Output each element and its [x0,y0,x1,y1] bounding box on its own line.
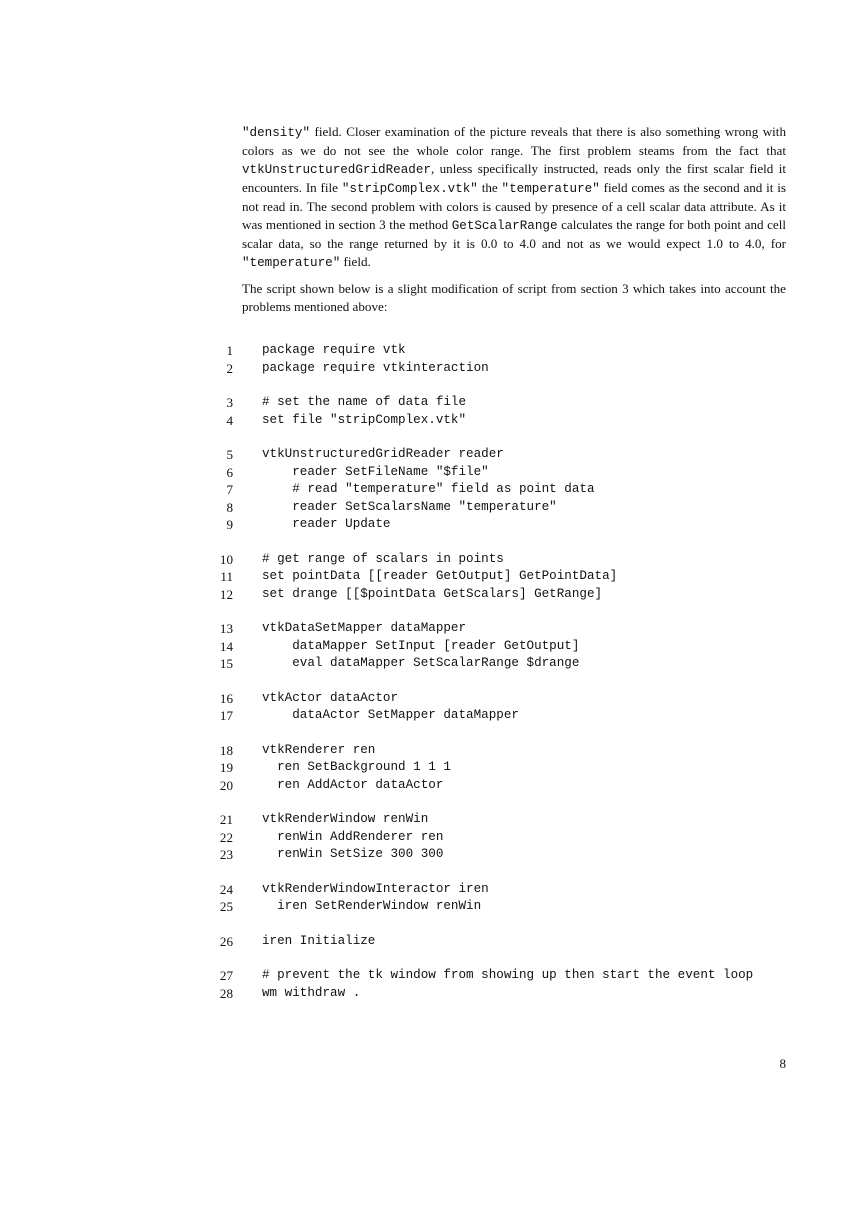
code-line [212,881,792,899]
code-block [212,620,792,673]
text-run: field. [340,254,371,269]
code-text: ren AddActor dataActor [262,777,444,792]
line-number: 18 [219,742,233,758]
line-number: 19 [219,760,233,775]
line-number: 2 [226,360,233,376]
line-number: 27 [219,968,233,983]
line-number: 11 [220,569,233,584]
line-number: 26 [219,933,233,949]
code-text: # read "temperature" field as point data [262,482,595,496]
code-line [212,846,792,864]
code-line [212,568,792,586]
paragraph [242,123,786,272]
line-number: 9 [226,517,233,532]
code-line [212,586,792,604]
code-block [212,342,792,377]
code-line [212,811,792,829]
line-number: 16 [219,690,233,706]
code-text: wm withdraw . [262,985,361,1000]
code-block [212,811,792,864]
paragraph [242,280,786,316]
line-number: 3 [226,395,233,410]
code-text: eval dataMapper SetScalarRange $drange [262,656,580,670]
code-line [212,412,792,430]
code-line [212,342,792,360]
code-line [212,707,792,725]
code-line [212,829,792,847]
line-number: 28 [219,985,233,1001]
code-line [212,499,792,517]
line-number: 23 [219,847,233,862]
code-text: ren SetBackground 1 1 1 [262,760,451,774]
code-line [212,759,792,777]
code-block [212,394,792,429]
code-line [212,933,792,951]
line-number: 15 [219,656,233,671]
inline-code: GetScalarRange [451,219,558,233]
inline-code: "temperature" [501,182,600,196]
inline-code: vtkUnstructuredGridReader [242,163,431,177]
code-line [212,742,792,760]
code-text: vtkRenderWindow renWin [262,812,429,826]
code-text: dataActor SetMapper dataMapper [262,708,519,722]
code-line [212,620,792,638]
line-number: 22 [219,829,233,845]
code-block [212,881,792,916]
page-number: 8 [779,1056,786,1071]
code-block [212,742,792,795]
code-line [212,985,792,1003]
line-number: 7 [226,482,233,497]
text-run: , unless specifically instructed, reads only the first scalar field it encounters. In file [242,161,786,195]
code-block [212,446,792,534]
line-number: 4 [226,412,233,428]
code-text: package require vtkinteraction [262,360,489,375]
code-text: # get range of scalars in points [262,551,504,566]
line-number: 12 [219,586,233,602]
text-run: calculates the range for both point and cell scalar data, so the range returned by it is 0.0 to 4.0 and not as we would expect 1.0 to 4.0, for [242,217,786,251]
code-text: vtkRenderWindowInteractor iren [262,881,489,896]
code-block [212,690,792,725]
code-line [212,690,792,708]
code-line [212,446,792,464]
line-number: 24 [219,881,233,897]
code-line [212,394,792,412]
code-line [212,777,792,795]
text-run: the [477,180,502,195]
code-text: set pointData [[reader GetOutput] GetPointData] [262,569,618,583]
line-number: 17 [219,708,233,723]
code-text: reader SetScalarsName "temperature" [262,499,557,514]
code-line [212,655,792,673]
code-text: iren Initialize [262,933,376,948]
line-number: 8 [226,499,233,515]
code-line [212,481,792,499]
code-text: renWin SetSize 300 300 [262,847,444,861]
line-number: 21 [219,812,233,827]
code-text: iren SetRenderWindow renWin [262,899,482,913]
line-number: 5 [226,447,233,462]
code-text: reader Update [262,517,391,531]
inline-code: "stripComplex.vtk" [341,182,478,196]
code-block [212,933,792,951]
code-text: # set the name of data file [262,395,467,409]
code-line [212,464,792,482]
line-number: 10 [219,551,233,567]
code-text: vtkDataSetMapper dataMapper [262,621,467,635]
inline-code: "density" [242,126,311,140]
code-text: vtkRenderer ren [262,742,376,757]
line-number: 1 [226,343,233,358]
code-line [212,516,792,534]
code-block [212,967,792,1002]
code-listing [212,342,792,1019]
text-run: field comes as the second and it is not read in. The second problem with colors is caused by presence of a cell scalar data attribute. As it was mentioned in section 3 the method [242,180,787,232]
code-line [212,551,792,569]
text-run: The script shown below is a slight modification of script from section 3 which takes into account the problems mentioned above: [242,281,786,314]
line-number: 25 [219,899,233,914]
code-text: set file "stripComplex.vtk" [262,412,467,427]
text-run: field. Closer examination of the picture reveals that there is also something wrong with colors as we do not see the whole color range. The first problem steams from the fact that [242,124,786,158]
line-number: 13 [219,621,233,636]
body-text [242,123,786,324]
code-text: vtkUnstructuredGridReader reader [262,447,504,461]
code-line [212,967,792,985]
code-text: renWin AddRenderer ren [262,829,444,844]
code-text: reader SetFileName "$file" [262,464,489,479]
code-text: vtkActor dataActor [262,690,399,705]
code-line [212,360,792,378]
line-number: 14 [219,638,233,654]
line-number: 20 [219,777,233,793]
code-text: # prevent the tk window from showing up then start the event loop [262,968,754,982]
code-text: dataMapper SetInput [reader GetOutput] [262,638,580,653]
code-line [212,638,792,656]
code-line [212,898,792,916]
code-block [212,551,792,604]
code-text: set drange [[$pointData GetScalars] GetRange] [262,586,603,601]
code-text: package require vtk [262,343,406,357]
inline-code: "temperature" [242,256,341,270]
line-number: 6 [226,464,233,480]
